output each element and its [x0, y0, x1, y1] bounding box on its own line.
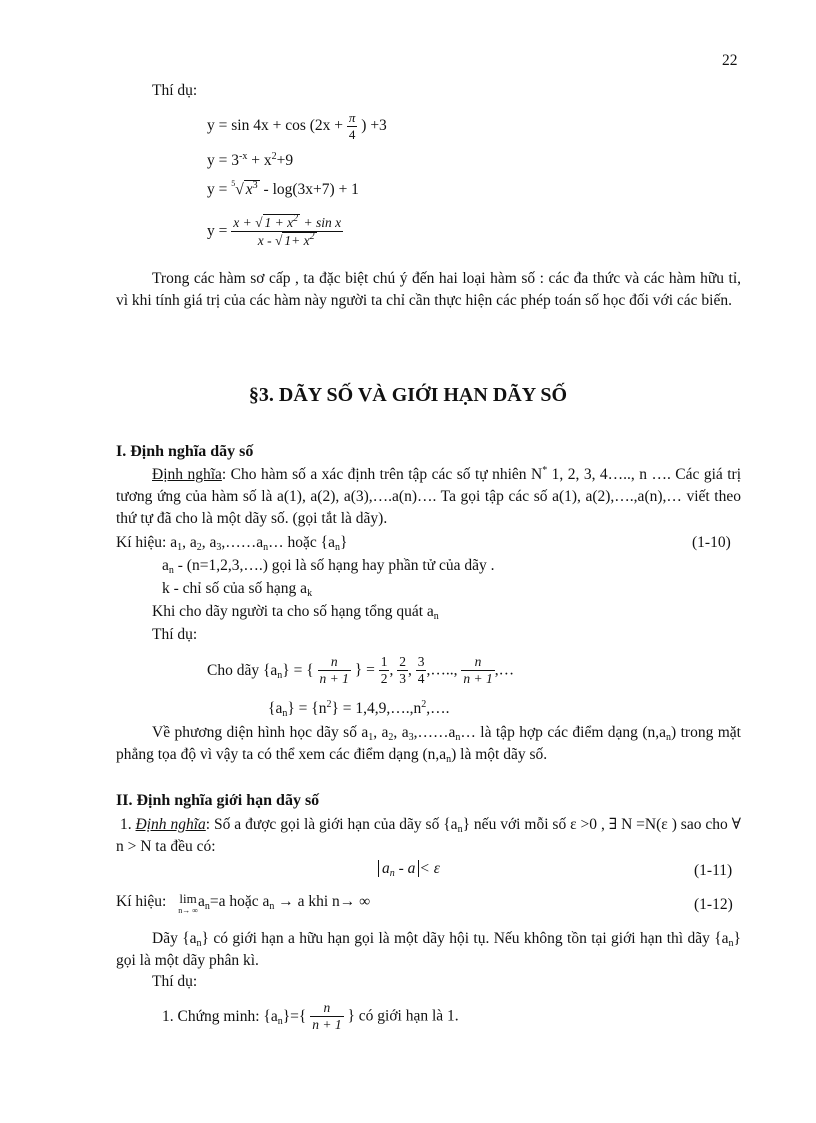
notation-line: Kí hiệu: $a_1$, $a_2$, $a_3,\dots\dots a_n\dots$ hoặc $\{a_n\}$ — [116, 534, 348, 553]
definition-paragraph: Định nghĩa: Cho hàm số a xác định trên tập các số tự nhiên N* 1, 2, 3, 4….., n …. Các giá trị tương ứng của hàm số là a(1), a(2), a(3),….a(n)…. Ta gọi tập các số a(1), a(2),….,a(n),… viết theo thứ tự đã cho là một dãy số. (gọi tắt là dãy). — [116, 465, 742, 527]
heading-definition: I. Định nghĩa dãy số — [116, 443, 254, 460]
formula-2: $y = 3^{-x} + x^2+9$ — [207, 151, 294, 169]
general-term-line: Khi cho dãy người ta cho số hạng tổng quát $a_n$ — [152, 603, 439, 622]
example-label: Thí dụ: — [152, 82, 198, 99]
equation-number-1-11: (1-11) — [694, 862, 733, 879]
equation-number-1-12: (1-12) — [694, 896, 733, 913]
sequence-example-2: $\{a_n\} = \{n^2\}$ = $1,4,9,\dots.,n^2,\dots$. — [268, 699, 450, 719]
index-description: k - chỉ số của số hạng $a_k$ — [162, 580, 313, 599]
limit-inequality: $a_n - a < \varepsilon$ — [378, 860, 440, 878]
limit-definition-paragraph: 1. Định nghĩa: Số a được gọi là giới hạn của dãy số $\{a_n\}$ nếu với mỗi số ε >0 , ∃ N =N(ε ) sao cho ∀ n > N ta đều có: — [116, 816, 742, 855]
formula-4: y = $\frac{x + √ 1 + x^2 + \sin x}{x - √ 1+ x^2}$ — [207, 213, 342, 248]
limit-notation-line: Kí hiệu: lim n→ ∞ $a_n=a$ hoặc $a_n \to a$ khi n→ ∞ — [116, 891, 371, 915]
formula-3: y = $^5$√ $x^3 - \log(3x+7) + 1$ — [207, 179, 359, 198]
page-number: 22 — [722, 52, 738, 69]
formula-1: y = sin 4x + cos (2x + $\frac{\pi}{4}$ ) +3 — [207, 110, 387, 142]
sequence-example-1: Cho dãy $\{a_n\}$ = { $\frac{n}{n + 1}$ } = $\frac{1}{2}$ , $\frac{2}{3}$ , $\frac{3}{4}$ ,….., $\frac{n}{n + 1}$ ,… — [207, 654, 515, 686]
example-label-2: Thí dụ: — [152, 626, 198, 643]
geometry-paragraph: Về phương diện hình học dãy số $a_1$, $a_2$, $a_3,\dots\dots a_n\dots$ là tập hợp các điểm dạng $(n,a_n)$ trong mặt phẳng tọa độ vì vậy ta có thể xem các điểm dạng $(n,a_n)$ là một dãy số. — [116, 724, 741, 765]
equation-number-1-10: (1-10) — [692, 534, 731, 551]
intro-paragraph: Trong các hàm sơ cấp , ta đặc biệt chú ý đến hai loại hàm số : các đa thức và các hàm hữu tỉ, vì khi tính giá trị của các hàm này người ta chỉ cần thực hiện các phép toán số học đối với các biến. — [116, 270, 741, 309]
proof-example: 1. Chứng minh: $\{a_n\}=${ $\frac{n}{n + 1}$ } có giới hạn là 1. — [162, 1000, 459, 1032]
convergence-paragraph: Dãy $\{a_n\}$ có giới hạn a hữu hạn gọi là một dãy hội tụ. Nếu không tồn tại giới hạn thì dãy $\{a_n\}$ gọi là một dãy phân kì. — [116, 930, 741, 969]
heading-limit: II. Định nghĩa giới hạn dãy số — [116, 792, 320, 809]
example-label-3: Thí dụ: — [152, 973, 198, 990]
section-title: §3. DÃY SỐ VÀ GIỚI HẠN DÃY SỐ — [248, 384, 568, 406]
term-description: $a_n$ - (n=1,2,3,….) gọi là số hạng hay phần tử của dãy . — [162, 557, 495, 576]
